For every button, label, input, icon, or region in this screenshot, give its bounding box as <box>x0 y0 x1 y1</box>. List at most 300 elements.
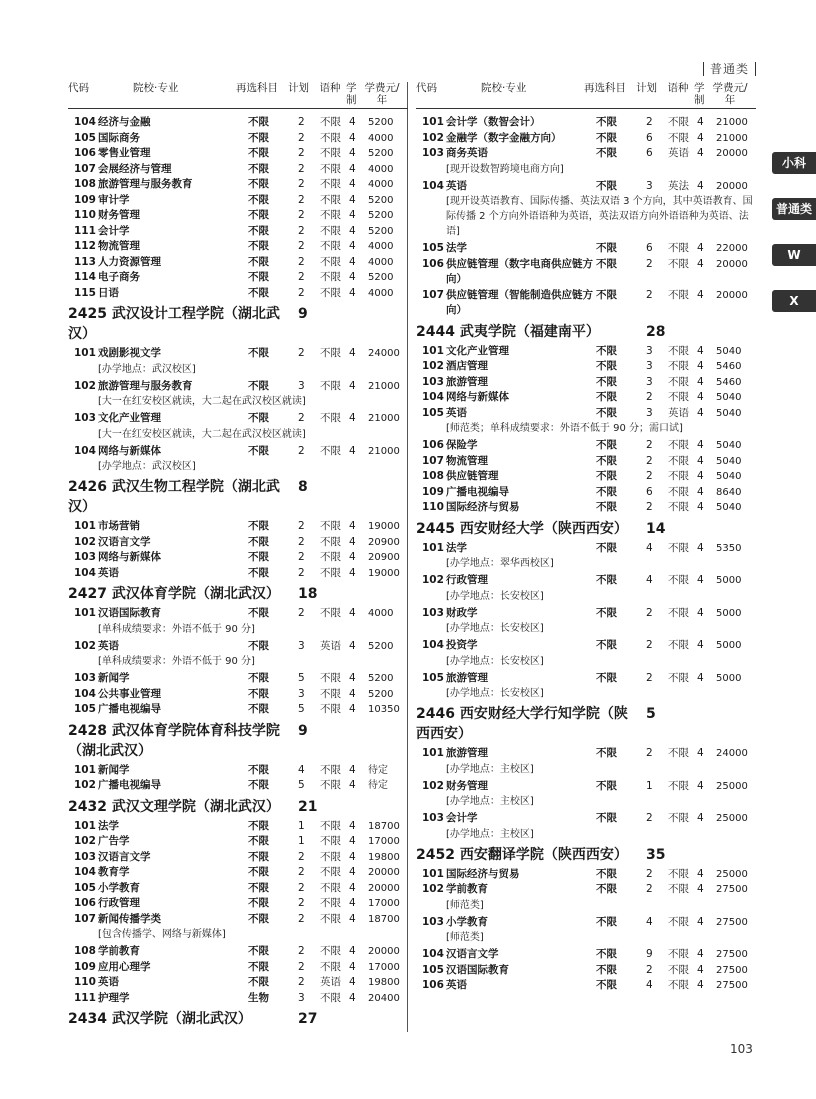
major-language: 不限 <box>320 224 341 237</box>
side-tab[interactable]: X <box>772 290 816 312</box>
major-code: 104 <box>422 948 444 960</box>
major-subject: 不限 <box>596 360 617 372</box>
major-plan: 2 <box>298 162 305 175</box>
major-fee: 5200 <box>368 272 394 283</box>
major-code: 106 <box>422 257 444 270</box>
major-language: 英语 <box>668 147 689 159</box>
major-name: 会计学（数智会计） <box>446 116 541 128</box>
major-code: 101 <box>422 116 444 128</box>
major-name: 文化产业管理 <box>446 344 509 357</box>
major-plan: 2 <box>646 606 653 619</box>
school-name: 2445 西安财经大学（陕西西安） <box>416 520 628 537</box>
major-plan: 2 <box>298 255 305 268</box>
major-name: 戏剧影视文学 <box>98 347 161 359</box>
major-language: 不限 <box>320 819 341 832</box>
major-row <box>68 411 408 427</box>
major-fee: 21000 <box>368 380 400 392</box>
major-row <box>416 671 756 687</box>
major-length: 4 <box>349 763 356 776</box>
major-code: 111 <box>74 991 96 1004</box>
major-plan: 2 <box>298 850 305 863</box>
major-length: 4 <box>697 606 704 619</box>
major-code: 105 <box>422 963 444 976</box>
major-language: 不限 <box>320 566 341 579</box>
major-row <box>68 224 408 240</box>
major-length: 4 <box>349 897 356 909</box>
major-subject: 不限 <box>248 379 269 392</box>
major-note: [办学地点：翠华西校区] <box>446 558 554 569</box>
major-plan: 1 <box>298 819 305 832</box>
major-fee: 8640 <box>716 486 742 498</box>
major-code: 101 <box>422 747 444 759</box>
major-row <box>416 241 756 257</box>
header-lang: 语种 <box>667 82 689 94</box>
major-code: 112 <box>74 240 96 252</box>
major-language: 不限 <box>668 439 689 451</box>
major-length: 4 <box>697 485 704 498</box>
major-language: 不限 <box>320 412 341 424</box>
major-fee: 4000 <box>368 256 394 268</box>
major-name: 会计学 <box>446 812 478 824</box>
major-code: 103 <box>74 551 96 563</box>
major-code: 103 <box>74 412 96 424</box>
school-name: 2425 武汉设计工程学院（湖北武汉） <box>68 306 280 342</box>
major-fee: 20000 <box>368 946 400 957</box>
school-heading <box>416 845 756 865</box>
major-name: 英语 <box>446 179 467 192</box>
major-subject: 不限 <box>248 703 269 715</box>
major-length: 4 <box>697 257 704 270</box>
major-name: 网络与新媒体 <box>446 391 509 403</box>
major-language: 不限 <box>320 162 341 175</box>
major-row <box>68 865 408 881</box>
major-code: 102 <box>422 574 444 586</box>
major-language: 不限 <box>668 812 689 824</box>
major-subject: 不限 <box>596 671 617 684</box>
major-language: 不限 <box>668 391 689 403</box>
major-fee: 19000 <box>368 521 400 532</box>
major-name: 教育学 <box>98 866 130 878</box>
major-row <box>416 344 756 360</box>
major-name: 广播电视编导 <box>98 703 161 715</box>
page-number: 103 <box>730 1042 753 1056</box>
major-plan: 5 <box>298 703 305 715</box>
major-name: 日语 <box>98 286 119 299</box>
major-length: 4 <box>349 116 356 128</box>
major-code: 102 <box>74 639 96 652</box>
major-name: 国际经济与贸易 <box>446 501 520 513</box>
school-heading <box>68 721 408 761</box>
major-plan: 6 <box>646 485 653 498</box>
major-row <box>68 177 408 193</box>
major-length: 4 <box>349 976 356 988</box>
major-length: 4 <box>349 271 356 283</box>
major-code: 101 <box>422 344 444 357</box>
major-length: 4 <box>697 470 704 482</box>
major-length: 4 <box>349 566 356 579</box>
major-plan: 2 <box>298 897 305 909</box>
major-row <box>68 255 408 271</box>
major-name: 英语 <box>98 976 119 988</box>
major-name: 英语 <box>446 979 467 991</box>
major-note: [现开设数智跨境电商方向] <box>446 163 564 175</box>
major-plan: 2 <box>298 520 305 532</box>
major-row <box>68 850 408 866</box>
major-fee: 4000 <box>368 163 394 175</box>
major-fee: 5040 <box>716 392 742 403</box>
major-fee: 25000 <box>716 780 748 792</box>
major-row <box>68 639 408 655</box>
major-code: 104 <box>422 179 444 192</box>
major-name: 投资学 <box>446 639 478 651</box>
major-row <box>68 286 408 302</box>
major-subject: 不限 <box>596 948 617 960</box>
major-language: 不限 <box>320 703 341 715</box>
major-plan: 2 <box>298 193 305 206</box>
major-language: 不限 <box>320 881 341 894</box>
major-plan: 3 <box>646 179 653 192</box>
major-row <box>68 115 408 131</box>
major-subject: 生物 <box>248 991 269 1004</box>
school-name: 2426 武汉生物工程学院（湖北武汉） <box>68 479 280 515</box>
major-row <box>416 375 756 391</box>
major-code: 101 <box>422 867 444 880</box>
major-language: 不限 <box>320 240 341 252</box>
major-note: [办学地点：武汉校区] <box>98 363 196 375</box>
major-row <box>416 469 756 485</box>
major-fee: 5200 <box>368 225 394 237</box>
major-length: 4 <box>697 883 704 895</box>
major-name: 学前教育 <box>446 883 488 895</box>
major-subject: 不限 <box>248 912 269 925</box>
major-length: 4 <box>697 147 704 159</box>
major-length: 4 <box>697 541 704 554</box>
major-length: 4 <box>697 779 704 792</box>
major-plan: 2 <box>646 867 653 880</box>
major-language: 不限 <box>320 379 341 392</box>
major-note: [现开设英语教育、国际传播、英法双语 3 个方向，其中英语教育、国际传播 2 个方向外语语种为英语，英法双语方向外语语种为英语、法语] <box>446 196 753 237</box>
major-length: 4 <box>697 948 704 960</box>
major-code: 107 <box>74 912 96 925</box>
major-length: 4 <box>697 574 704 586</box>
major-subject: 不限 <box>248 224 269 237</box>
major-length: 4 <box>697 454 704 467</box>
major-language: 不限 <box>668 883 689 895</box>
major-name: 市场营销 <box>98 520 140 532</box>
major-language: 不限 <box>668 606 689 619</box>
major-length: 4 <box>349 255 356 268</box>
major-fee: 19000 <box>368 567 400 579</box>
major-plan: 2 <box>646 747 653 759</box>
major-length: 4 <box>697 747 704 759</box>
header-length: 学制 <box>694 82 705 106</box>
major-code: 101 <box>74 819 96 832</box>
major-row <box>68 763 408 779</box>
major-code: 109 <box>74 193 96 206</box>
major-name: 英语 <box>446 406 467 419</box>
major-fee: 19800 <box>368 977 400 988</box>
major-name: 商务英语 <box>446 147 488 159</box>
school-name: 2444 武夷学院（福建南平） <box>416 323 600 340</box>
major-code: 103 <box>422 375 444 388</box>
major-name: 旅游管理 <box>446 671 488 684</box>
major-fee: 10350 <box>368 704 400 715</box>
major-subject: 不限 <box>596 812 617 824</box>
major-subject: 不限 <box>596 915 617 928</box>
major-length: 4 <box>349 779 356 791</box>
major-plan: 2 <box>646 501 653 513</box>
major-fee: 4000 <box>368 241 394 252</box>
major-row <box>68 671 408 687</box>
right-list <box>416 115 756 994</box>
side-tab[interactable]: 小科 <box>772 152 816 174</box>
school-name: 2428 武汉体育学院体育科技学院（湖北武汉） <box>68 722 280 759</box>
header-code: 代码 <box>68 82 89 94</box>
major-language: 英法 <box>668 179 689 192</box>
major-row <box>68 239 408 255</box>
major-name: 网络与新媒体 <box>98 444 161 457</box>
major-subject: 不限 <box>596 454 617 467</box>
major-subject: 不限 <box>248 976 269 988</box>
major-fee: 24000 <box>368 348 400 359</box>
side-tab[interactable]: W <box>772 244 816 266</box>
major-length: 4 <box>697 116 704 128</box>
major-note: [办学地点：长安校区] <box>446 623 544 634</box>
school-heading <box>68 477 408 517</box>
major-row <box>68 193 408 209</box>
major-length: 4 <box>349 286 356 299</box>
major-fee: 待定 <box>368 780 388 791</box>
major-fee: 5000 <box>716 672 742 684</box>
major-row <box>68 834 408 850</box>
major-fee: 25000 <box>716 813 748 824</box>
major-row <box>416 115 756 131</box>
major-subject: 不限 <box>248 897 269 909</box>
major-plan: 2 <box>646 963 653 976</box>
major-language: 不限 <box>668 360 689 372</box>
major-fee: 20400 <box>368 992 400 1004</box>
major-length: 4 <box>349 520 356 532</box>
major-plan: 2 <box>298 444 305 457</box>
major-length: 4 <box>349 866 356 878</box>
major-row <box>416 438 756 454</box>
major-fee: 20000 <box>716 148 748 159</box>
major-row <box>416 541 756 557</box>
major-length: 4 <box>349 607 356 619</box>
major-fee: 5200 <box>368 148 394 159</box>
major-name: 零售业管理 <box>98 147 151 159</box>
major-fee: 20000 <box>716 258 748 270</box>
major-plan: 2 <box>646 116 653 128</box>
major-plan: 2 <box>646 671 653 684</box>
school-plan-count: 21 <box>298 798 318 815</box>
major-language: 不限 <box>320 116 341 128</box>
major-name: 汉语言文学 <box>446 948 499 960</box>
major-subject: 不限 <box>248 286 269 299</box>
major-subject: 不限 <box>596 606 617 619</box>
major-language: 不限 <box>668 344 689 357</box>
major-subject: 不限 <box>248 131 269 144</box>
major-name: 物流管理 <box>446 454 488 467</box>
major-code: 102 <box>422 131 444 144</box>
major-language: 不限 <box>320 535 341 548</box>
major-name: 国际商务 <box>98 131 140 144</box>
major-row <box>68 896 408 912</box>
major-code: 101 <box>74 347 96 359</box>
major-length: 4 <box>349 912 356 925</box>
major-row <box>416 146 756 162</box>
major-row <box>416 779 756 795</box>
major-name: 行政管理 <box>446 574 488 586</box>
major-row <box>416 500 756 516</box>
major-fee: 5200 <box>368 194 394 206</box>
major-subject: 不限 <box>596 639 617 651</box>
major-row <box>68 346 408 362</box>
major-row <box>416 288 756 319</box>
major-row <box>68 444 408 460</box>
major-plan: 2 <box>298 607 305 619</box>
major-name: 会展经济与管理 <box>98 162 172 175</box>
header-subject: 再选科目 <box>584 82 626 94</box>
major-code: 103 <box>74 850 96 863</box>
major-row <box>68 991 408 1007</box>
school-heading <box>68 584 408 604</box>
major-language: 不限 <box>668 501 689 513</box>
major-plan: 3 <box>298 687 305 700</box>
major-name: 物流管理 <box>98 240 140 252</box>
major-fee: 4000 <box>368 608 394 619</box>
major-row <box>416 359 756 375</box>
major-code: 104 <box>74 444 96 457</box>
major-code: 103 <box>422 606 444 619</box>
major-length: 4 <box>697 979 704 991</box>
major-code: 103 <box>422 147 444 159</box>
major-row <box>68 379 408 395</box>
major-fee: 5040 <box>716 407 742 419</box>
school-name: 2446 西安财经大学行知学院（陕西西安） <box>416 706 628 742</box>
major-name: 网络与新媒体 <box>98 551 161 563</box>
major-language: 不限 <box>320 960 341 973</box>
major-note: [师范类] <box>446 899 484 911</box>
major-row <box>416 454 756 470</box>
major-name: 供应链管理（智能制造供应链方向） <box>446 288 593 316</box>
major-row <box>416 882 756 898</box>
major-subject: 不限 <box>596 574 617 586</box>
major-row <box>416 915 756 931</box>
major-length: 4 <box>697 671 704 684</box>
major-language: 不限 <box>320 147 341 159</box>
major-plan: 2 <box>298 881 305 894</box>
major-plan: 4 <box>298 763 305 776</box>
major-code: 104 <box>422 391 444 403</box>
major-row <box>68 606 408 622</box>
major-code: 114 <box>74 271 96 283</box>
major-length: 4 <box>349 960 356 973</box>
major-language: 不限 <box>320 687 341 700</box>
major-subject: 不限 <box>596 485 617 498</box>
major-plan: 2 <box>646 639 653 651</box>
major-subject: 不限 <box>596 242 617 254</box>
major-name: 新闻学 <box>98 672 130 684</box>
major-code: 102 <box>74 835 96 847</box>
major-row <box>416 867 756 883</box>
major-row <box>416 638 756 654</box>
major-code: 105 <box>422 406 444 419</box>
major-length: 4 <box>349 240 356 252</box>
major-plan: 2 <box>298 271 305 283</box>
major-subject: 不限 <box>248 193 269 206</box>
major-row <box>68 208 408 224</box>
major-length: 4 <box>349 945 356 957</box>
major-code: 105 <box>74 881 96 894</box>
major-subject: 不限 <box>596 391 617 403</box>
major-language: 不限 <box>320 991 341 1004</box>
major-code: 105 <box>74 131 96 144</box>
major-subject: 不限 <box>248 779 269 791</box>
right-column <box>416 78 756 994</box>
major-fee: 18700 <box>368 820 400 832</box>
major-name: 应用心理学 <box>98 960 151 973</box>
major-plan: 2 <box>298 412 305 424</box>
major-subject: 不限 <box>248 960 269 973</box>
major-language: 不限 <box>320 131 341 144</box>
major-language: 不限 <box>668 979 689 991</box>
major-name: 旅游管理 <box>446 747 488 759</box>
major-name: 英语 <box>98 639 119 652</box>
major-note: [办学地点：长安校区] <box>446 688 544 699</box>
header-subject: 再选科目 <box>236 82 278 94</box>
major-row <box>68 519 408 535</box>
major-code: 102 <box>74 779 96 791</box>
major-language: 不限 <box>668 747 689 759</box>
major-plan: 3 <box>646 406 653 419</box>
major-plan: 2 <box>298 131 305 144</box>
major-plan: 1 <box>298 835 305 847</box>
major-row <box>68 535 408 551</box>
major-code: 102 <box>422 779 444 792</box>
major-language: 不限 <box>320 763 341 776</box>
major-fee: 5200 <box>368 117 394 128</box>
major-code: 107 <box>422 288 444 301</box>
school-heading <box>68 1009 408 1029</box>
major-language: 不限 <box>320 897 341 909</box>
major-subject: 不限 <box>248 639 269 652</box>
major-name: 财政学 <box>446 606 478 619</box>
major-fee: 5040 <box>716 455 742 467</box>
major-subject: 不限 <box>596 470 617 482</box>
major-subject: 不限 <box>596 541 617 554</box>
major-subject: 不限 <box>596 747 617 759</box>
major-name: 法学 <box>446 541 467 554</box>
major-language: 不限 <box>320 551 341 563</box>
header-fee: 学费元/年 <box>364 82 400 106</box>
major-name: 广播电视编导 <box>446 485 509 498</box>
major-subject: 不限 <box>596 779 617 792</box>
major-plan: 2 <box>646 257 653 270</box>
major-language: 不限 <box>320 912 341 925</box>
major-plan: 3 <box>646 375 653 388</box>
major-name: 英语 <box>98 566 119 579</box>
major-name: 小学教育 <box>446 915 488 928</box>
side-tab[interactable]: 普通类 <box>772 198 816 220</box>
major-fee: 5040 <box>716 345 742 357</box>
major-code: 104 <box>74 866 96 878</box>
major-plan: 3 <box>298 991 305 1004</box>
major-plan: 2 <box>646 812 653 824</box>
major-length: 4 <box>697 501 704 513</box>
school-name: 2432 武汉文理学院（湖北武汉） <box>68 798 280 815</box>
major-plan: 3 <box>298 639 305 652</box>
